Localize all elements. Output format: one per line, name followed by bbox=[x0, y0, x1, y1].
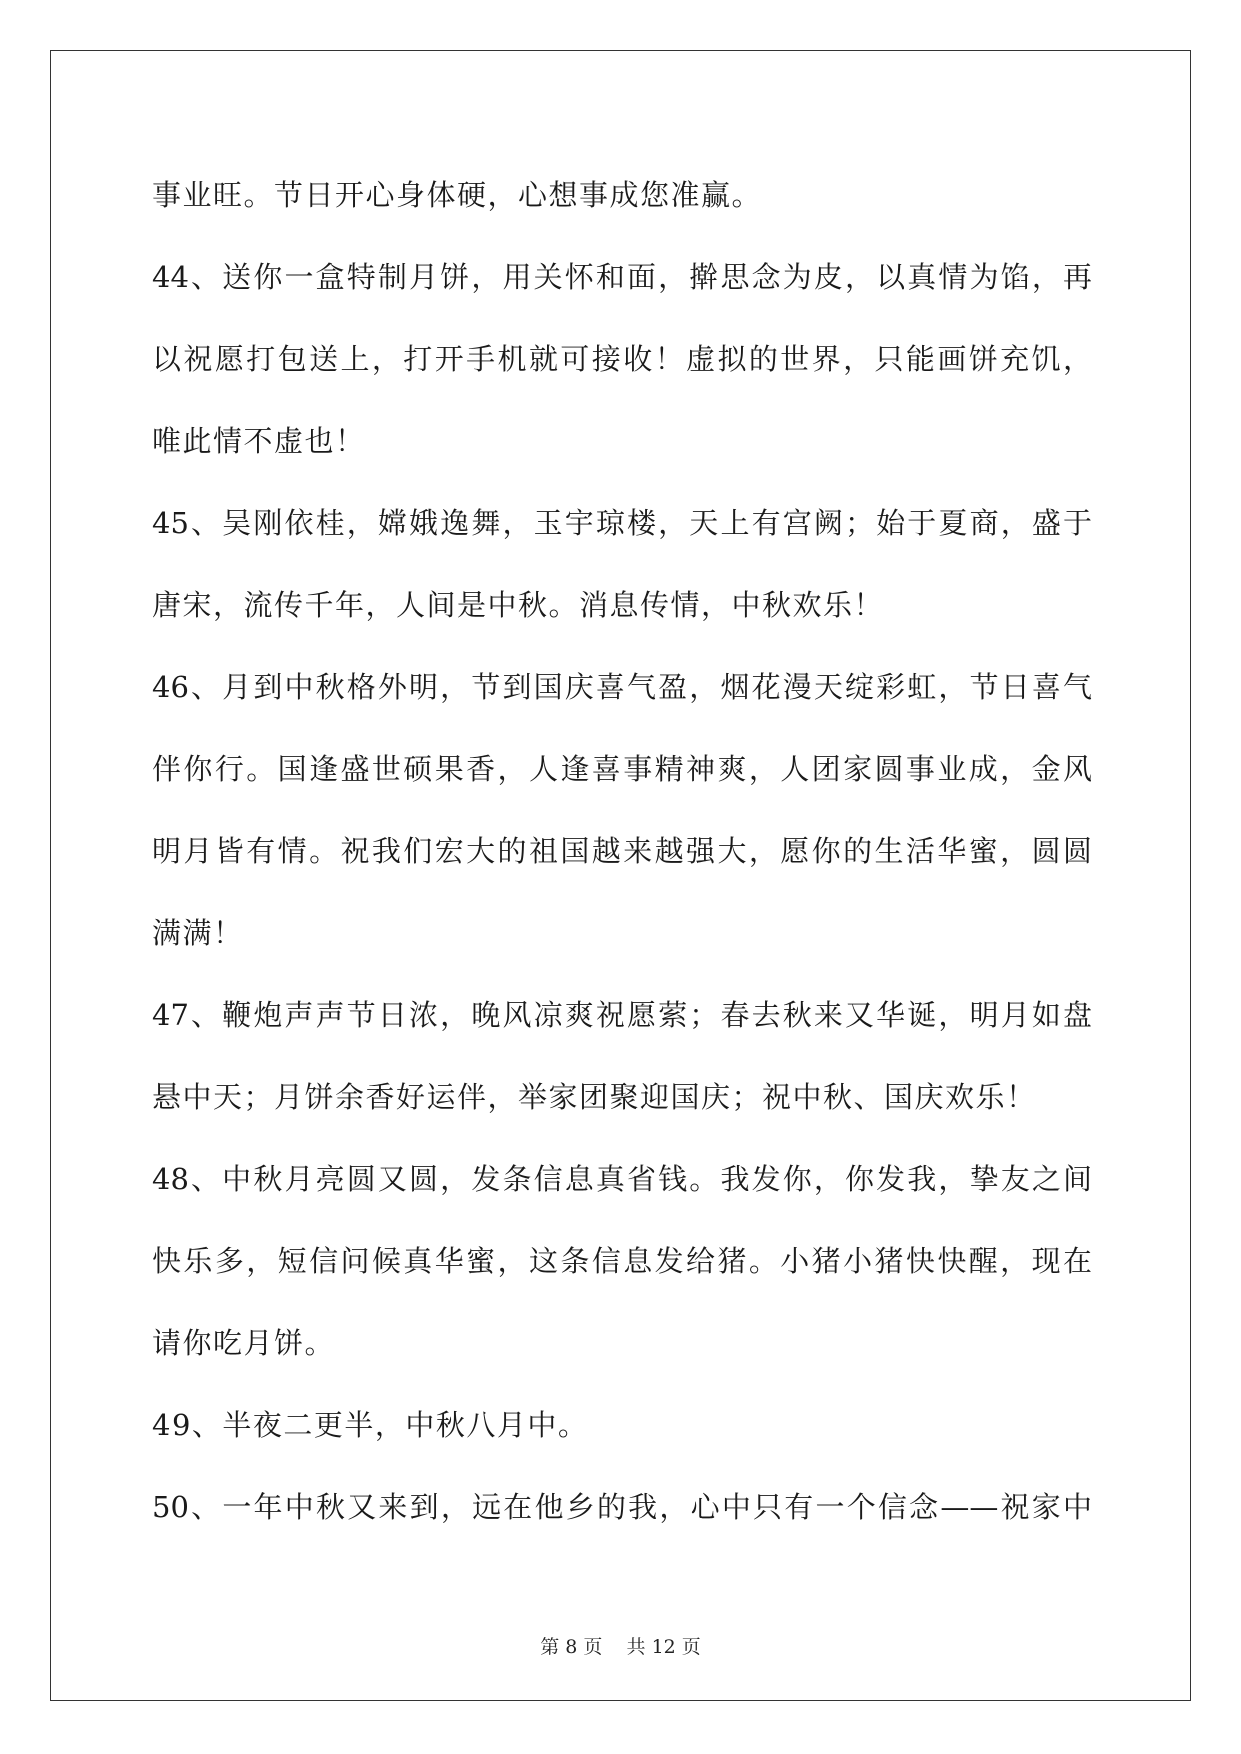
text-line: 明月皆有情。祝我们宏大的祖国越来越强大，愿你的生活华蜜，圆圆 bbox=[152, 834, 1092, 868]
page-number-footer: 第 8 页 共 12 页 bbox=[540, 1636, 701, 1658]
text-line: 44、送你一盒特制月饼，用关怀和面，擀思念为皮，以真情为馅，再 bbox=[152, 260, 1092, 294]
text-line: 46、月到中秋格外明，节到国庆喜气盈，烟花漫天绽彩虹，节日喜气 bbox=[152, 670, 1092, 704]
text-line: 唯此情不虚也！ bbox=[152, 424, 366, 458]
text-line: 45、吴刚依桂，嫦娥逸舞，玉宇琼楼，天上有宫阙；始于夏商，盛于 bbox=[152, 506, 1092, 540]
text-line: 伴你行。国逢盛世硕果香，人逢喜事精神爽，人团家圆事业成，金风 bbox=[152, 752, 1092, 786]
text-line: 满满！ bbox=[152, 916, 244, 950]
text-line: 50、一年中秋又来到，远在他乡的我，心中只有一个信念——祝家中 bbox=[152, 1490, 1092, 1524]
text-line: 请你吃月饼。 bbox=[152, 1326, 336, 1360]
text-line: 48、中秋月亮圆又圆，发条信息真省钱。我发你，你发我，挚友之间 bbox=[152, 1162, 1092, 1196]
document-body bbox=[152, 154, 1092, 1548]
text-line: 唐宋，流传千年，人间是中秋。消息传情，中秋欢乐！ bbox=[152, 588, 885, 622]
text-line: 47、鞭炮声声节日浓，晚风凉爽祝愿萦；春去秋来又华诞，明月如盘 bbox=[152, 998, 1092, 1032]
text-line: 以祝愿打包送上，打开手机就可接收！虚拟的世界，只能画饼充饥， bbox=[152, 342, 1092, 376]
text-line: 49、半夜二更半，中秋八月中。 bbox=[152, 1408, 589, 1442]
text-line: 事业旺。节日开心身体硬，心想事成您准赢。 bbox=[152, 178, 763, 212]
text-line: 快乐多，短信问候真华蜜，这条信息发给猪。小猪小猪快快醒，现在 bbox=[152, 1244, 1092, 1278]
text-line: 悬中天；月饼余香好运伴，举家团聚迎国庆；祝中秋、国庆欢乐！ bbox=[152, 1080, 1037, 1114]
